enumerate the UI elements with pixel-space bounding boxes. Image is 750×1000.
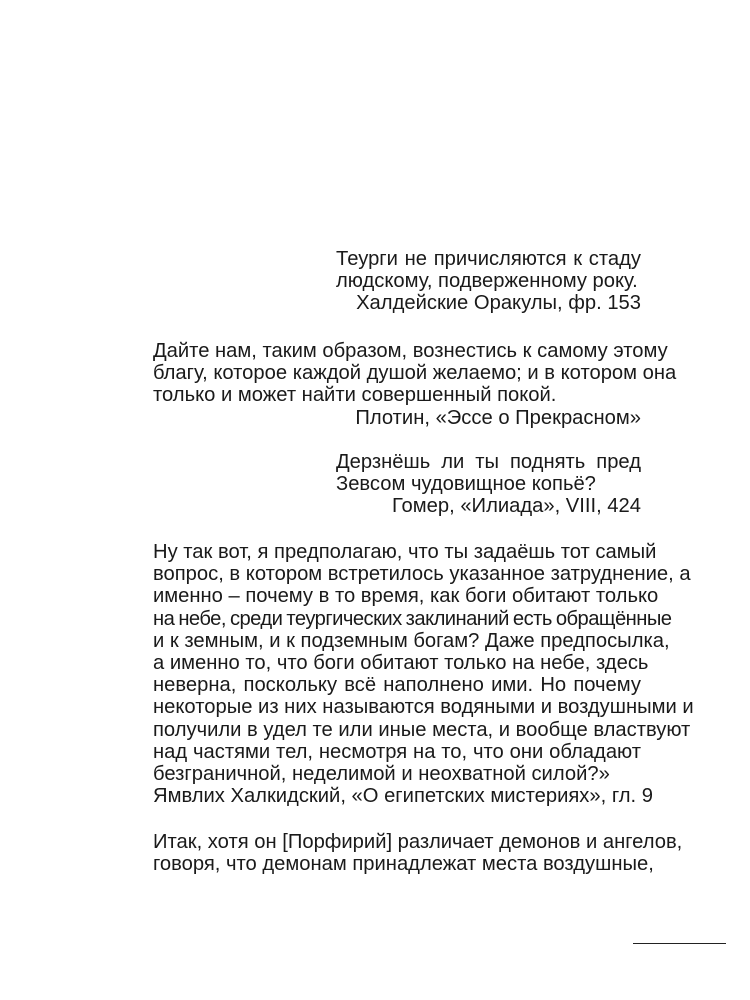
quote-line: над частями тел, несмотря на то, что они обладают	[153, 740, 641, 763]
quote-line: неверна, поскольку всё наполнено ими. Но почему	[153, 674, 641, 697]
epigraph-line: людскому, подверженному року.	[336, 270, 638, 293]
quote-line: благу, которое каждой душой желаемо; и в котором она	[153, 362, 677, 385]
quote-line: на небе, среди теургических заклинаний есть обращённые	[153, 607, 672, 630]
quote-line: вопрос, в котором встретилось указанное затруднение, а	[153, 563, 691, 586]
epigraph-attribution: Халдейские Оракулы, фр. 153	[356, 292, 641, 315]
epigraph-line: Теурги не причисляются к стаду	[336, 248, 641, 270]
quote-iamblichus	[153, 541, 694, 808]
paragraph-line: Итак, хотя он [Порфирий] различает демонов и ангелов,	[153, 831, 683, 853]
epigraph-line: Зевсом чудовищное копьё?	[336, 473, 596, 496]
quote-attribution: Плотин, «Эссе о Прекрасном»	[355, 406, 641, 429]
quote-line: получили в удел те или иные места, и вообще властвуют	[153, 718, 691, 741]
quote-line: Ну так вот, я предполагаю, что ты задаёшь тот самый	[153, 541, 657, 563]
quote-line: именно – почему в то время, как боги обитают только	[153, 585, 659, 608]
epigraph-line: Дерзнёшь ли ты поднять пред	[336, 451, 641, 473]
body-paragraph	[153, 831, 683, 876]
quote-line: а именно то, что боги обитают только на небе, здесь	[153, 652, 649, 675]
quote-line: и к земным, и к подземным богам? Даже предпосылка,	[153, 629, 670, 652]
quote-attribution: Ямвлих Халкидский, «О египетских мистериях», гл. 9	[153, 785, 653, 808]
quote-line: некоторые из них называются водяными и воздушными и	[153, 696, 694, 719]
paragraph-line: говоря, что демонам принадлежат места воздушные,	[153, 853, 654, 876]
quote-line: только и может найти совершенный покой.	[153, 384, 557, 407]
epigraph-homer	[336, 451, 641, 518]
footer-rule	[633, 943, 726, 944]
epigraph-chaldean-oracles	[336, 248, 641, 315]
quote-plotinus	[153, 340, 677, 429]
quote-line: Дайте нам, таким образом, вознестись к самому этому	[153, 340, 668, 362]
epigraph-attribution: Гомер, «Илиада», VIII, 424	[391, 495, 641, 518]
quote-line: безграничной, неделимой и неохватной силой?»	[153, 763, 610, 786]
